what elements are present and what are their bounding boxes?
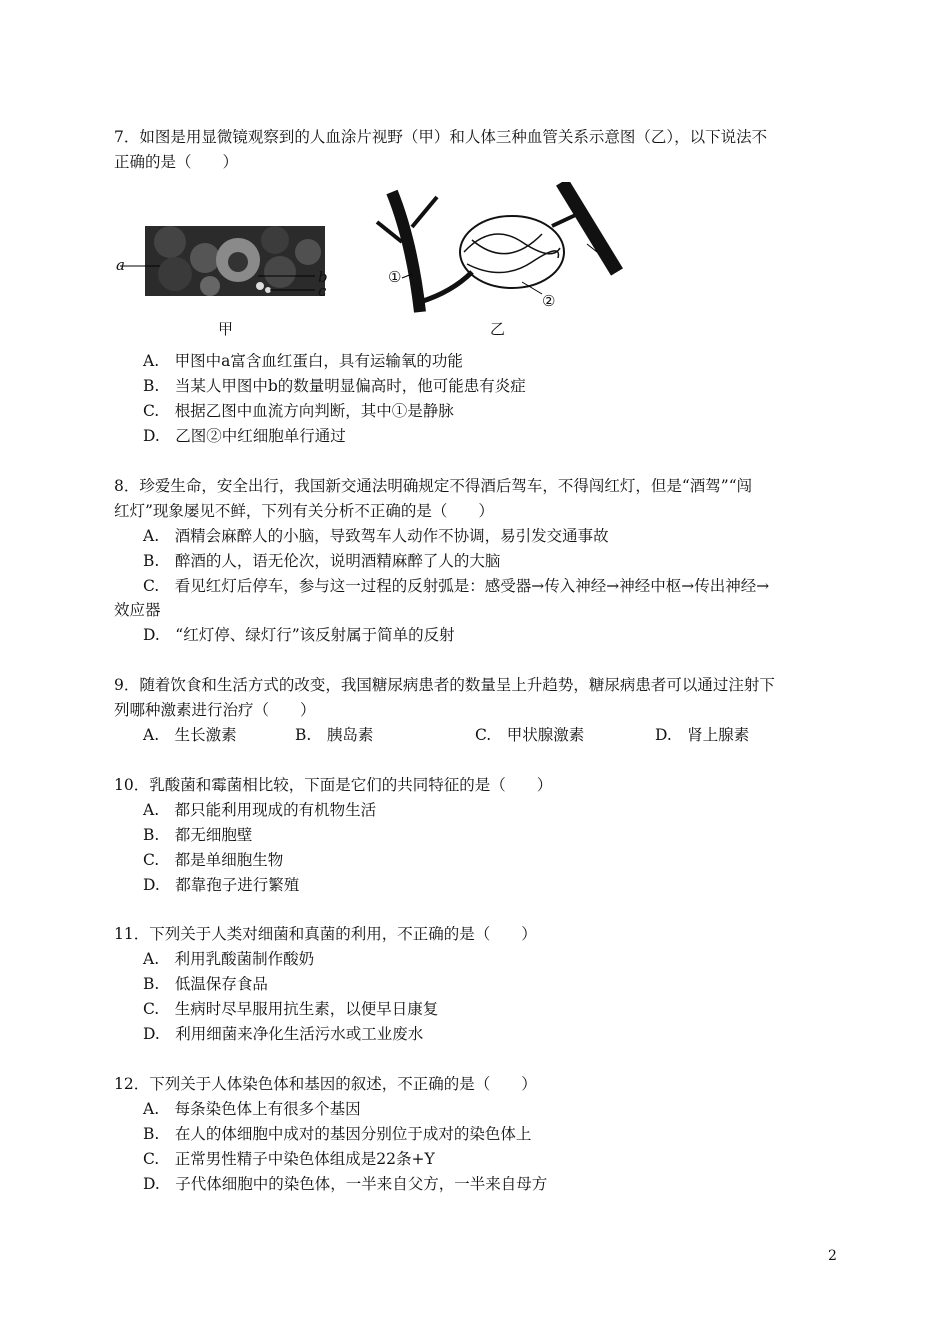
figure-jia-label: 甲 (218, 320, 234, 338)
q10-option-c: C. 都是单细胞生物 (143, 851, 284, 869)
q9-option-d: D. 肾上腺素 (655, 726, 750, 744)
q9-stem-line1: 9．随着饮食和生活方式的改变，我国糖尿病患者的数量呈上升趋势，糖尿病患者可以通过注射下 (114, 676, 775, 694)
q11-option-c: C. 生病时尽早服用抗生素，以便早日康复 (143, 1000, 439, 1018)
q8-option-d: D. “红灯停、绿灯行”该反射属于简单的反射 (143, 626, 455, 644)
q9-option-b: B. 胰岛素 (295, 726, 374, 744)
q8-stem-line1: 8．珍爱生命，安全出行，我国新交通法明确规定不得酒后驾车，不得闯红灯，但是“酒驾”“闯 (114, 477, 753, 495)
q12-option-b: B. 在人的体细胞中成对的基因分别位于成对的染色体上 (143, 1125, 532, 1143)
q7-option-d: D. 乙图②中红细胞单行通过 (143, 427, 346, 445)
q11-option-d: D. 利用细菌来净化生活污水或工业废水 (143, 1025, 424, 1043)
q12-option-a: A. 每条染色体上有很多个基因 (143, 1100, 361, 1118)
marker-a: a (116, 256, 125, 274)
q10-option-a: A. 都只能利用现成的有机物生活 (143, 801, 377, 819)
q8-stem-line2: 红灯”现象屡见不鲜，下列有关分析不正确的是（ ） (114, 502, 494, 520)
vessel-1 (392, 192, 420, 312)
q10-stem: 10．乳酸菌和霉菌相比较，下面是它们的共同特征的是（ ） (114, 776, 553, 794)
q8-option-c: C. 看见红灯后停车，参与这一过程的反射弧是：感受器→传入神经→神经中枢→传出神经→ (143, 577, 770, 595)
q7-stem-line1: 7．如图是用显微镜观察到的人血涂片视野（甲）和人体三种血管关系示意图（乙），以下说法不 (114, 128, 768, 146)
q7-stem-line2: 正确的是（ ） (114, 153, 239, 171)
q8-option-c-wrap: 效应器 (114, 601, 161, 619)
q12-option-d: D. 子代体细胞中的染色体，一半来自父方，一半来自母方 (143, 1175, 548, 1193)
page-number: 2 (828, 1248, 837, 1264)
q11-stem: 11．下列关于人类对细菌和真菌的利用，不正确的是（ ） (114, 925, 537, 943)
q7-option-c: C. 根据乙图中血流方向判断，其中①是静脉 (143, 402, 454, 420)
q12-stem: 12．下列关于人体染色体和基因的叙述，不正确的是（ ） (114, 1075, 537, 1093)
q9-options (143, 725, 749, 745)
q12-option-c: C. 正常男性精子中染色体组成是22条+Y (143, 1150, 435, 1168)
q10-option-b: B. 都无细胞壁 (143, 826, 253, 844)
q7-figures (110, 182, 630, 342)
marker-2: ② (542, 292, 556, 310)
marker-3: ③ (600, 246, 614, 264)
q7-option-b: B. 当某人甲图中b的数量明显偏高时，他可能患有炎症 (143, 377, 526, 395)
q8-option-b: B. 醉酒的人，语无伦次，说明酒精麻醉了人的大脑 (143, 552, 501, 570)
q7-option-a: A. 甲图中a富含血红蛋白，具有运输氧的功能 (143, 352, 463, 370)
q11-option-b: B. 低温保存食品 (143, 975, 268, 993)
marker-c: c (318, 282, 327, 300)
q8-option-a: A. 酒精会麻醉人的小脑，导致驾车人动作不协调，易引发交通事故 (143, 527, 609, 545)
q11-option-a: A. 利用乳酸菌制作酸奶 (143, 950, 315, 968)
q9-stem-line2: 列哪种激素进行治疗（ ） (114, 701, 316, 719)
figure-yi-label: 乙 (490, 320, 506, 338)
marker-1: ① (388, 268, 402, 286)
marker-b: b (318, 268, 328, 286)
q9-option-c: C. 甲状腺激素 (475, 726, 585, 744)
q9-option-a: A. 生长激素 (143, 726, 237, 744)
q10-option-d: D. 都靠孢子进行繁殖 (143, 876, 300, 894)
